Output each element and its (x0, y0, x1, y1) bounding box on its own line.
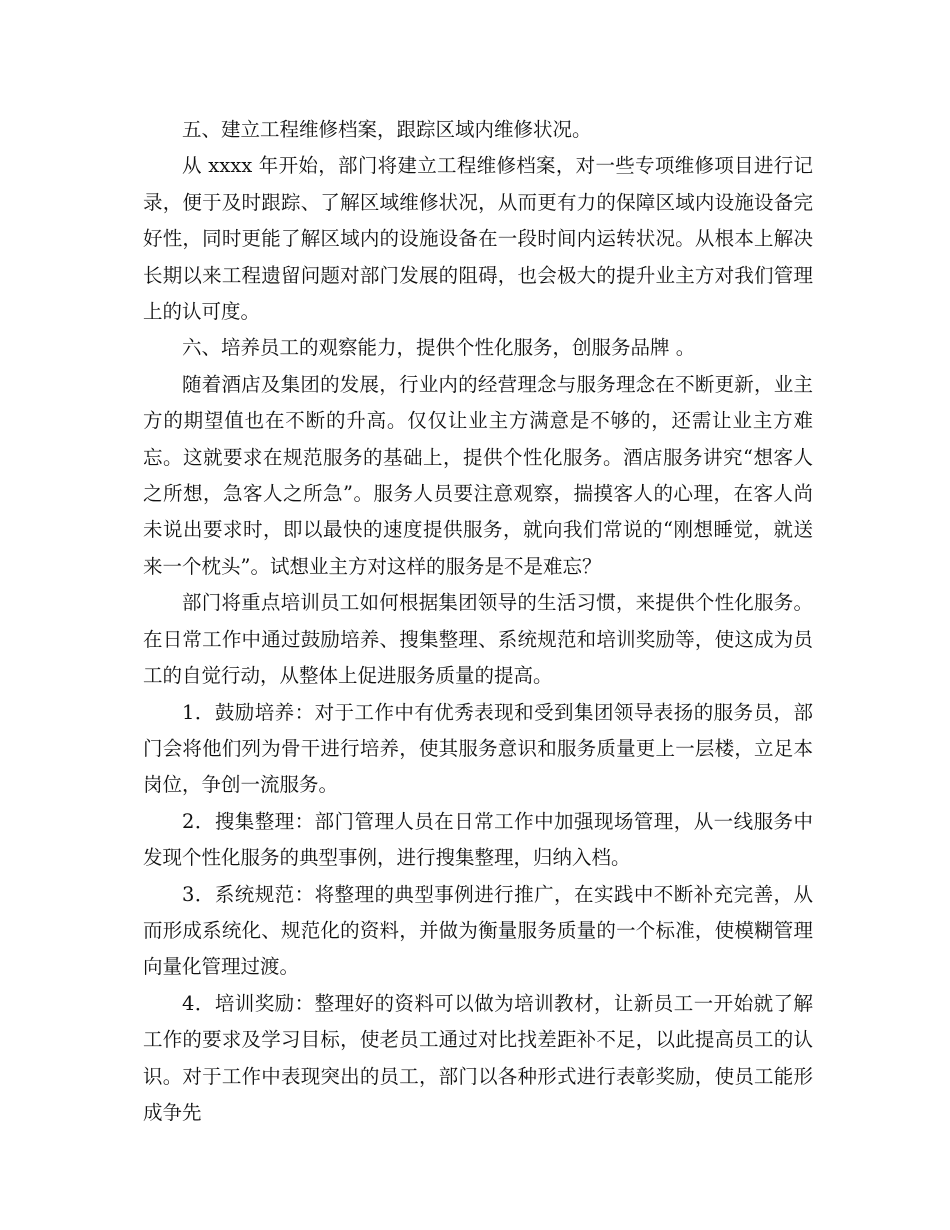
list-item-standardize: 3．系统规范：将整理的典型事例进行推广，在实践中不断补充完善，从而形成系统化、规范化的资料，并做为衡量服务质量的一个标准，使模糊管理向量化管理过渡。 (143, 882, 813, 979)
document-body (143, 112, 813, 1131)
list-item-collect: 2．搜集整理：部门管理人员在日常工作中加强现场管理，从一线服务中发现个性化服务的典型事例，进行搜集整理，归纳入档。 (143, 809, 813, 870)
paragraph-training-plan: 部门将重点培训员工如何根据集团领导的生活习惯，来提供个性化服务。在日常工作中通过鼓励培养、搜集整理、系统规范和培训奖励等，使这成为员工的自觉行动，从整体上促进服务质量的提高。 (143, 591, 813, 688)
paragraph-personalized-service: 随着酒店及集团的发展，行业内的经营理念与服务理念在不断更新，业主方的期望值也在不断的升高。仅仅让业主方满意是不够的，还需让业主方难忘。这就要求在规范服务的基础上，提供个性化服务。酒店服务讲究“想客人之所想，急客人之所急”。服务人员要注意观察，揣摸客人的心理，在客人尚未说出要求时，即以最快的速度提供服务，就向我们常说的“刚想睡觉，就送来一个枕头”。试想业主方对这样的服务是不是难忘？ (143, 372, 813, 578)
section-heading-six: 六、培养员工的观察能力，提供个性化服务，创服务品牌 。 (182, 336, 696, 360)
list-item-encourage: 1．鼓励培养：对于工作中有优秀表现和受到集团领导表扬的服务员，部门会将他们列为骨干进行培养，使其服务意识和服务质量更上一层楼，立足本岗位，争创一流服务。 (143, 700, 813, 797)
list-item-reward: 4．培训奖励：整理好的资料可以做为培训教材，让新员工一开始就了解工作的要求及学习目标，使老员工通过对比找差距补不足，以此提高员工的认识。对于工作中表现突出的员工，部门以各种形式进行表彰奖励，使员工能形成争先 (143, 991, 813, 1124)
section-heading-five: 五、建立工程维修档案，跟踪区域内维修状况。 (182, 118, 592, 141)
paragraph-maintenance-archive: 从 xxxx 年开始，部门将建立工程维修档案，对一些专项维修项目进行记录，便于及时跟踪、了解区域维修状况，从而更有力的保障区域内设施设备完好性，同时更能了解区域内的设施设备在一段时间内运转状况。从根本上解决长期以来工程遗留问题对部门发展的阻碍，也会极大的提升业主方对我们管理上的认可度。 (143, 154, 813, 324)
